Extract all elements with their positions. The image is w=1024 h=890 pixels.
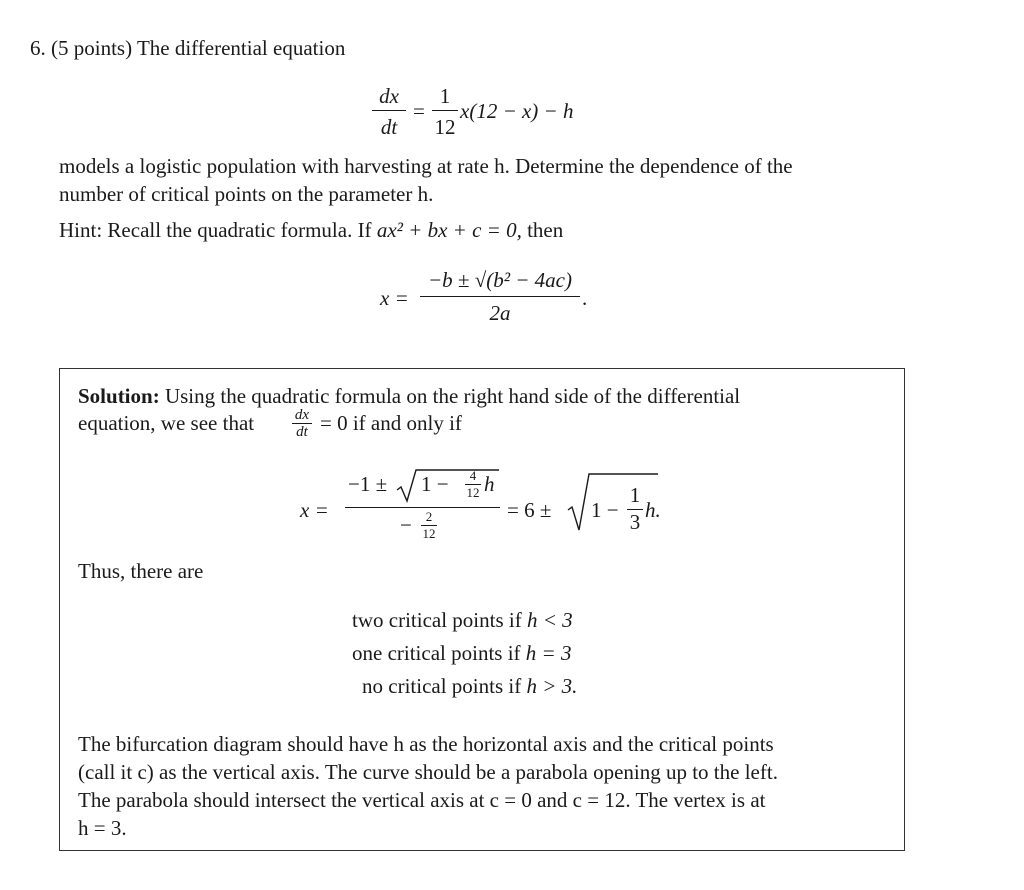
case-two-text: two critical points if — [352, 608, 522, 632]
qf-period: . — [582, 286, 588, 310]
eq-rhs: x(12 − x) − h — [460, 99, 574, 123]
hint-equation: ax² + bx + c = 0, — [376, 218, 522, 242]
sf-rhs-var: h. — [645, 498, 661, 522]
sf-main-fraction-bar — [345, 507, 500, 508]
sf-sqrt-frac-den: 12 — [466, 485, 480, 500]
solution-thus: Thus, there are — [78, 559, 204, 583]
eq-lhs-denominator: dt — [380, 115, 398, 139]
case-none-text: no critical points if — [362, 674, 522, 698]
eq-coef-denominator: 12 — [434, 115, 456, 139]
case-two — [352, 610, 573, 631]
hint-line — [59, 220, 563, 241]
problem-text-line-2: number of critical points on the parameter h. — [59, 182, 434, 206]
solution-line2-suffix: = 0 if and only if — [320, 411, 462, 435]
sf-den-frac-den: 12 — [422, 526, 436, 541]
sf-sqrt-one: 1 − — [421, 472, 449, 496]
case-none-cond: h > 3. — [526, 674, 578, 698]
sf-rhs-frac-num: 1 — [629, 483, 641, 507]
solution-label: Solution: — [78, 384, 160, 408]
bifurcation-line-4: h = 3. — [78, 816, 127, 840]
solution-text-1: Using the quadratic formula on the right hand side of the differential — [164, 384, 741, 408]
qf-numerator: −b ± √(b² − 4ac) — [428, 268, 572, 292]
eq-coef-numerator: 1 — [439, 84, 451, 108]
qf-denominator: 2a — [489, 301, 511, 325]
sf-rhs-frac-den: 3 — [629, 510, 641, 534]
hint-suffix: then — [527, 218, 564, 242]
case-one — [352, 643, 571, 664]
sf-num-prefix: −1 ± — [348, 472, 388, 496]
case-two-cond: h < 3 — [526, 608, 573, 632]
eq-lhs-numerator: dx — [379, 84, 399, 108]
sf-middle: = 6 ± — [507, 498, 552, 522]
problem-number: 6. — [30, 36, 46, 60]
case-one-cond: h = 3 — [525, 641, 572, 665]
solution-line2-prefix: equation, we see that — [78, 411, 255, 435]
sf-den-frac-num: 2 — [425, 509, 433, 524]
eq-lhs-fraction-bar — [372, 110, 406, 111]
solution-line-2 — [78, 413, 254, 434]
case-one-text: one critical points if — [352, 641, 521, 665]
bifurcation-line-2: (call it c) as the vertical axis. The curve should be a parabola opening up to the left. — [78, 760, 778, 784]
hint-prefix: Hint: Recall the quadratic formula. If — [59, 218, 372, 242]
sf-rhs-one: 1 − — [591, 498, 619, 522]
bifurcation-line-1: The bifurcation diagram should have h as the horizontal axis and the critical points — [78, 732, 774, 756]
problem-intro: The differential equation — [136, 36, 346, 60]
eq-equals: = — [413, 99, 425, 123]
solution-dxdt-den: dt — [296, 424, 308, 440]
qf-lhs: x = — [380, 286, 409, 310]
problem-text-line-1: models a logistic population with harvesting at rate h. Determine the dependence of the — [59, 154, 793, 178]
eq-coef-fraction-bar — [432, 110, 458, 111]
solution-dxdt-num: dx — [294, 407, 310, 423]
sf-sqrt-var: h — [484, 472, 495, 496]
problem-header — [30, 38, 345, 59]
solution-line-1 — [78, 386, 740, 407]
bifurcation-line-3: The parabola should intersect the vertical axis at c = 0 and c = 12. The vertex is at — [78, 788, 766, 812]
qf-fraction-bar — [420, 296, 580, 297]
sf-den-sign: − — [400, 513, 412, 537]
sf-lhs: x = — [300, 498, 329, 522]
problem-points: (5 points) — [51, 36, 133, 60]
case-none — [362, 676, 577, 697]
sf-sqrt-frac-num: 4 — [469, 468, 477, 483]
